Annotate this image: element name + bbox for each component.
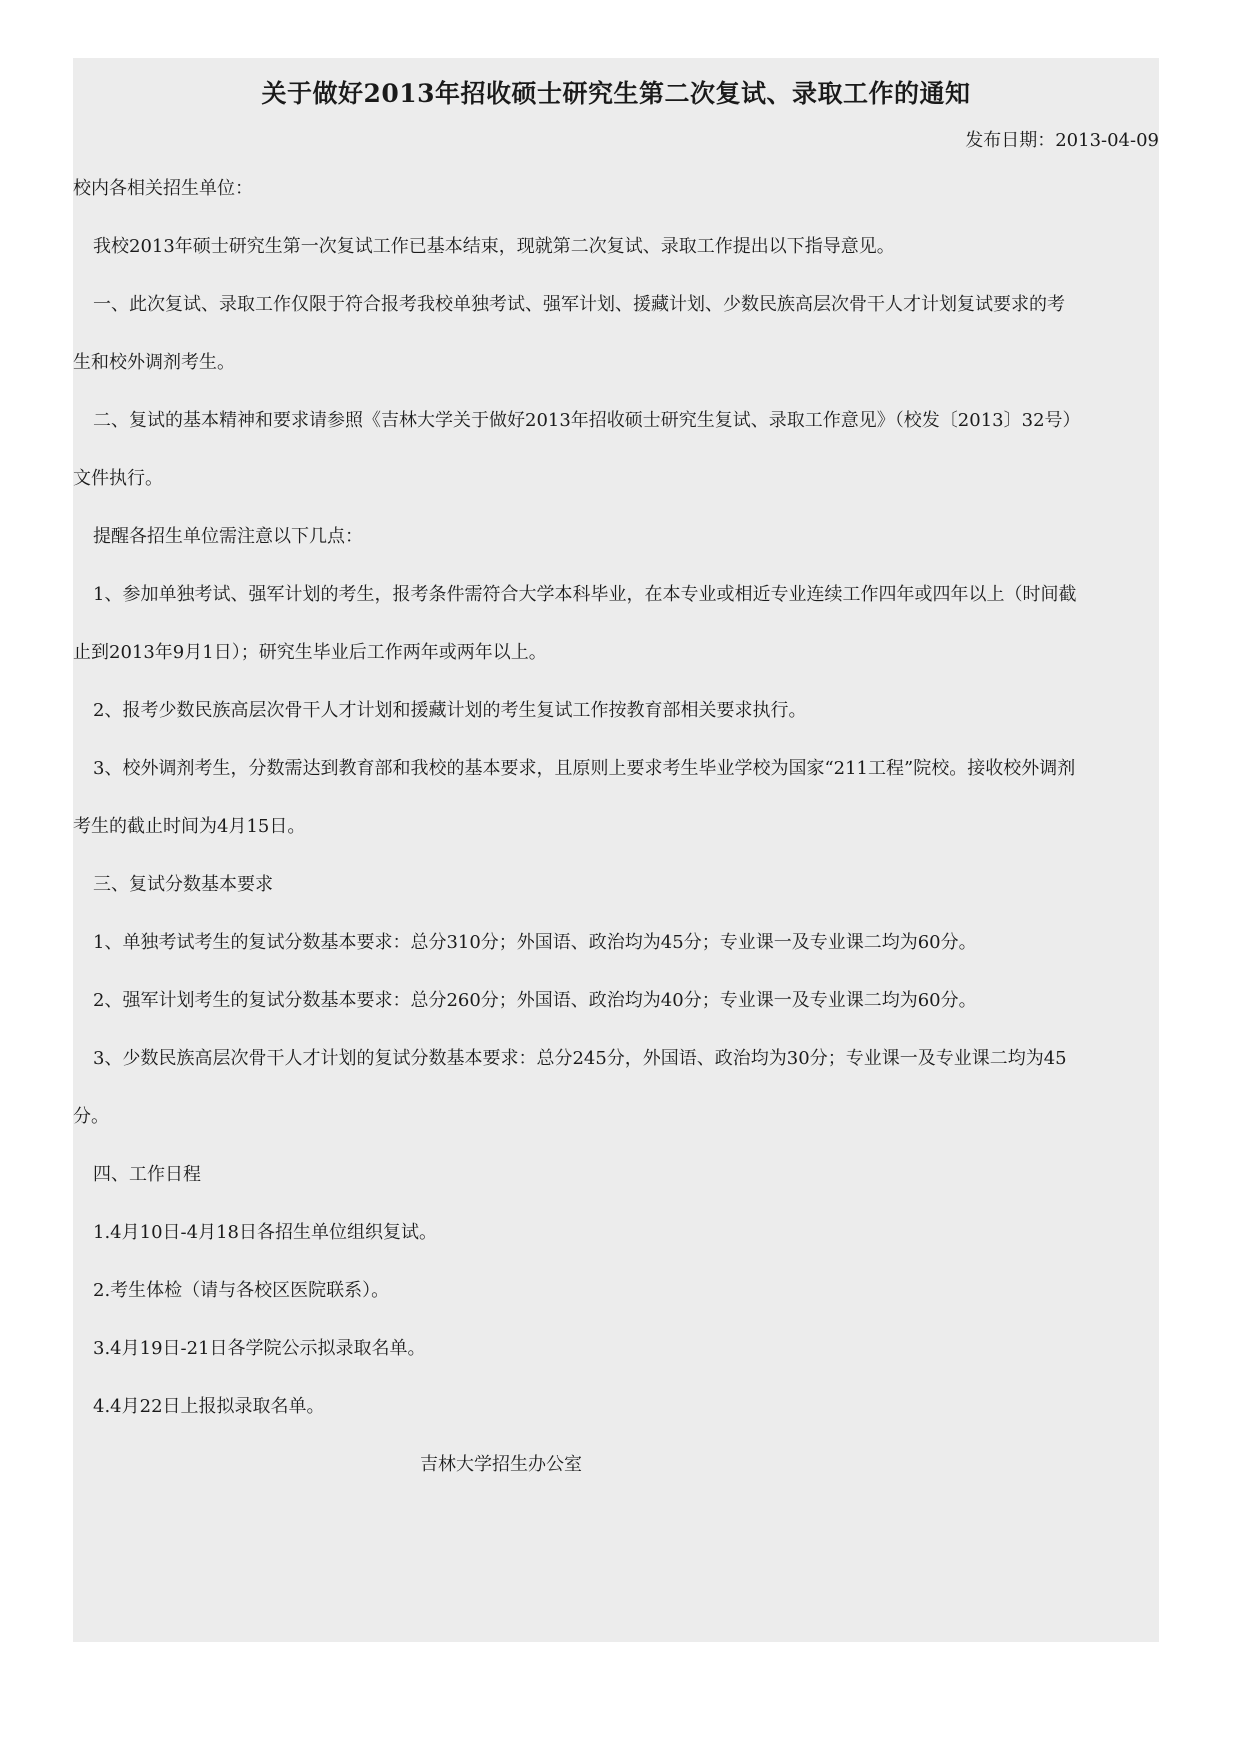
document-page bbox=[73, 58, 1159, 1642]
paragraph-line: 二、复试的基本精神和要求请参照《吉林大学关于做好2013年招收硕士研究生复试、录取工作意见》（校发〔2013〕32号） bbox=[93, 410, 1081, 431]
signature: 吉林大学招生办公室 bbox=[420, 1454, 582, 1475]
schedule-item: 4.4月22日上报拟录取名单。 bbox=[93, 1396, 325, 1417]
paragraph-line: 1、单独考试考生的复试分数基本要求：总分310分；外国语、政治均为45分；专业课一及专业课二均为60分。 bbox=[93, 932, 977, 953]
salutation: 校内各相关招生单位： bbox=[73, 178, 253, 199]
paragraph-line: 分。 bbox=[73, 1106, 109, 1127]
paragraph-line: 1、参加单独考试、强军计划的考生，报考条件需符合大学本科毕业，在本专业或相近专业连续工作四年或四年以上（时间截 bbox=[93, 584, 1077, 605]
paragraph-line: 2、报考少数民族高层次骨干人才计划和援藏计划的考生复试工作按教育部相关要求执行。 bbox=[93, 700, 807, 721]
paragraph-line: 3、少数民族高层次骨干人才计划的复试分数基本要求：总分245分，外国语、政治均为30分；专业课一及专业课二均为45 bbox=[93, 1048, 1067, 1069]
section-heading: 四、工作日程 bbox=[93, 1164, 201, 1185]
section-heading: 三、复试分数基本要求 bbox=[93, 874, 273, 895]
paragraph-line: 3、校外调剂考生，分数需达到教育部和我校的基本要求，且原则上要求考生毕业学校为国家“211工程”院校。接收校外调剂 bbox=[93, 758, 1076, 779]
paragraph-line: 文件执行。 bbox=[73, 468, 163, 489]
paragraph-line: 提醒各招生单位需注意以下几点： bbox=[93, 526, 363, 547]
schedule-item: 1.4月10日-4月18日各招生单位组织复试。 bbox=[93, 1222, 437, 1243]
publish-date: 发布日期：2013-04-09 bbox=[965, 130, 1159, 151]
paragraph-line: 止到2013年9月1日）；研究生毕业后工作两年或两年以上。 bbox=[73, 642, 547, 663]
paragraph-line: 考生的截止时间为4月15日。 bbox=[73, 816, 306, 837]
schedule-item: 3.4月19日-21日各学院公示拟录取名单。 bbox=[93, 1338, 426, 1359]
paragraph-line: 2、强军计划考生的复试分数基本要求：总分260分；外国语、政治均为40分；专业课一及专业课二均为60分。 bbox=[93, 990, 977, 1011]
document-title: 关于做好2013年招收硕士研究生第二次复试、录取工作的通知 bbox=[261, 79, 971, 108]
paragraph-line: 一、此次复试、录取工作仅限于符合报考我校单独考试、强军计划、援藏计划、少数民族高层次骨干人才计划复试要求的考 bbox=[93, 294, 1065, 315]
schedule-item: 2.考生体检（请与各校区医院联系）。 bbox=[93, 1280, 390, 1301]
paragraph-line: 生和校外调剂考生。 bbox=[73, 352, 235, 373]
paragraph-line: 我校2013年硕士研究生第一次复试工作已基本结束，现就第二次复试、录取工作提出以下指导意见。 bbox=[93, 236, 895, 257]
